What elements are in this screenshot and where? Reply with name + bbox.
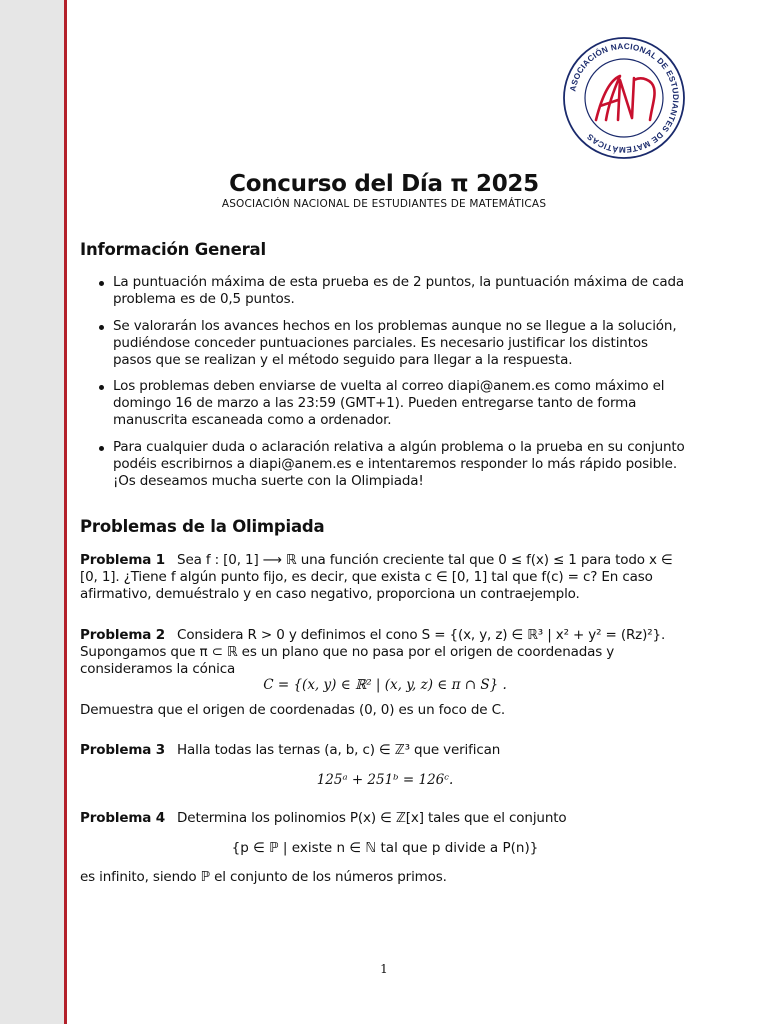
problem-text: Considera R > 0 y definimos el cono S = {(x, y, z) ∈ ℝ³ | x² + y² = (Rz)²}. Supongamos que π ⊂ ℝ es un plano que no pasa por el origen de coordenadas y consideramos la cónica <box>80 627 666 677</box>
list-item: Para cualquier duda o aclaración relativa a algún problema o la prueba en su conjunto podéis escribirnos a diapi@anem.es e intentaremos responder lo más rápido posible. ¡Os deseamos mucha suerte con la Olimpiada! <box>80 439 690 490</box>
list-item: Se valorarán los avances hechos en los problemas aunque no se llegue a la solución, pudiéndose conceder puntuaciones parciales. Es necesario justificar los distintos pasos que se realizan y el método seguido para llegar a la respuesta. <box>80 318 690 369</box>
list-item: Los problemas deben enviarse de vuelta al correo diapi@anem.es como máximo el domingo 16 de marzo a las 23:59 (GMT+1). Pueden entregarse tanto de forma manuscrita escaneada como a ordenador. <box>80 378 690 429</box>
logo-inner-ring <box>585 59 663 137</box>
problem-text: Halla todas las ternas (a, b, c) ∈ ℤ³ que verifican <box>177 742 501 758</box>
left-margin-band <box>0 0 64 1024</box>
problem-label: Problema 4 <box>80 810 166 826</box>
display-equation: 125ᵃ + 251ᵇ = 126ᶜ. <box>316 772 454 788</box>
logo-outer-ring <box>564 38 684 158</box>
problem-label: Problema 3 <box>80 742 166 758</box>
logo-monogram-strokes <box>596 76 655 120</box>
problem-text: Sea f : [0, 1] ⟶ ℝ una función creciente tal que 0 ≤ f(x) ≤ 1 para todo x ∈ [0, 1]. ¿Tiene f algún punto fijo, es decir, que exista c ∈ [0, 1] tal que f(c) = c? En caso afirmativo, demuéstralo y en caso negativo, proporciona un contraejemplo. <box>80 552 673 602</box>
page-title: Concurso del Día π 2025 <box>229 171 539 197</box>
problem-text-continued: es infinito, siendo ℙ el conjunto de los números primos. <box>80 869 447 885</box>
general-info-list <box>80 274 690 499</box>
section-heading-general: Información General <box>80 240 266 259</box>
display-equation: C = {(x, y) ∈ ℝ² | (x, y, z) ∈ π ∩ S} . <box>263 677 507 693</box>
problem-text-continued: Demuestra que el origen de coordenadas (0, 0) es un foco de C. <box>80 702 505 718</box>
logo-ring-text: ASOCIACIÓN NACIONAL DE ESTUDIANTES DE MATEMÁTICAS <box>568 41 681 155</box>
problem-4 <box>80 810 690 827</box>
problem-label: Problema 1 <box>80 552 166 568</box>
problem-3 <box>80 742 690 759</box>
problem-label: Problema 2 <box>80 627 166 643</box>
anem-logo <box>562 36 686 160</box>
logo-monogram <box>596 76 655 120</box>
problem-text: Determina los polinomios P(x) ∈ ℤ[x] tales que el conjunto <box>177 810 567 826</box>
page-subtitle: ASOCIACIÓN NACIONAL DE ESTUDIANTES DE MATEMÁTICAS <box>221 198 547 210</box>
problem-2 <box>80 627 690 678</box>
display-set: {p ∈ ℙ | existe n ∈ ℕ tal que p divide a P(n)} <box>231 840 539 856</box>
problem-1 <box>80 552 690 603</box>
list-item: La puntuación máxima de esta prueba es de 2 puntos, la puntuación máxima de cada problema es de 0,5 puntos. <box>80 274 690 308</box>
section-heading-problems: Problemas de la Olimpiada <box>80 517 325 536</box>
page-number: 1 <box>380 962 388 976</box>
